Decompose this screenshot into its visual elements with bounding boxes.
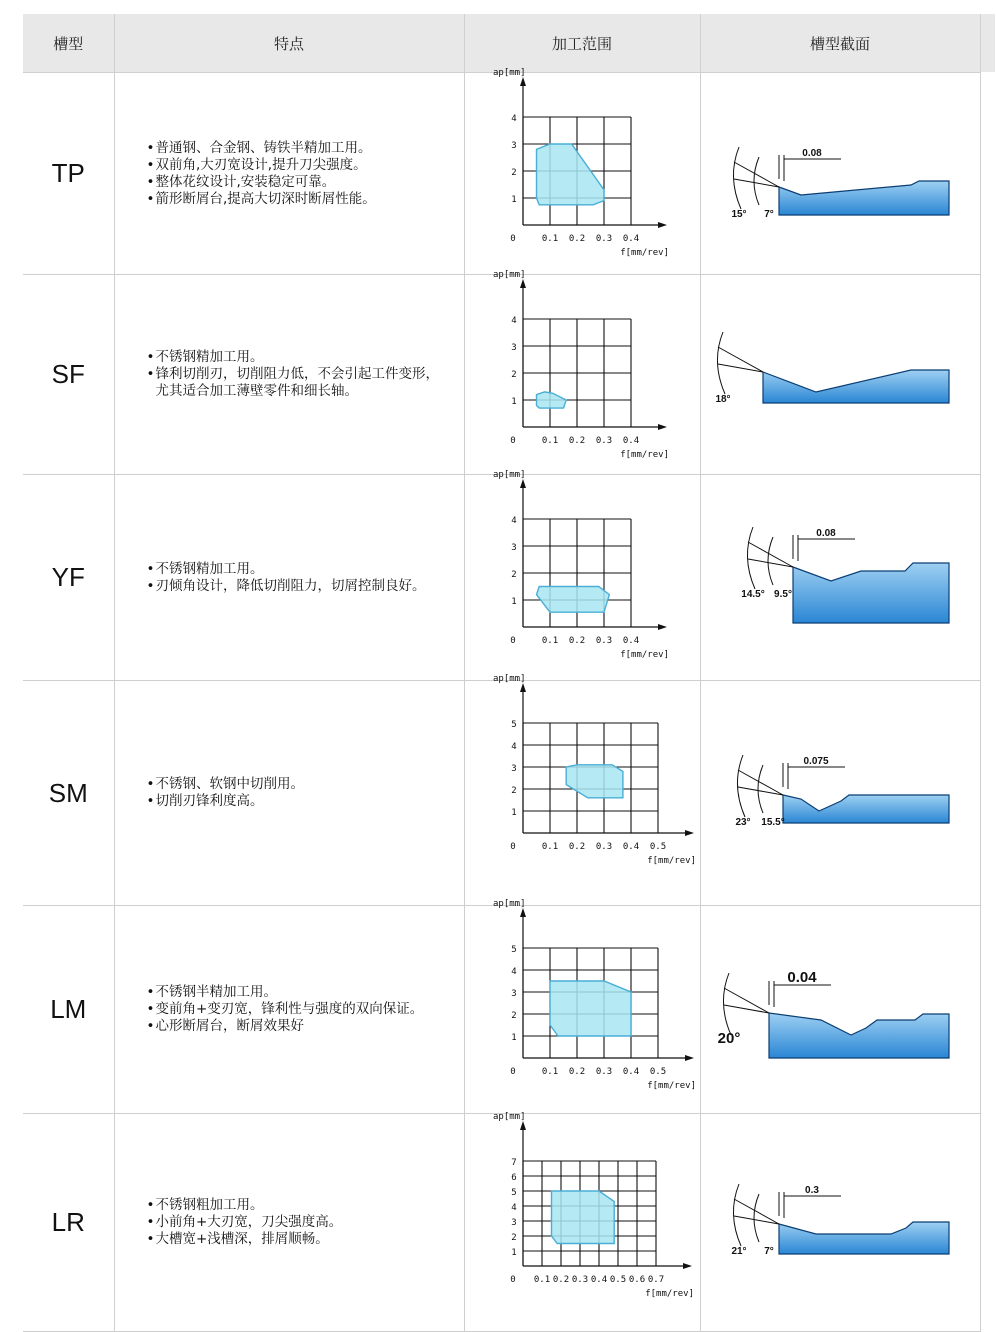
x-tick-label: 0.2	[568, 635, 585, 646]
y-tick-label: 4	[510, 113, 517, 124]
y-tick-label: 3	[510, 1217, 517, 1228]
y-tick-label: 5	[510, 1187, 517, 1198]
y-tick-label: 1	[510, 194, 517, 205]
x-axis-arrow	[685, 1055, 694, 1061]
feature-item: • 不锈钢精加工用。	[147, 349, 452, 366]
x-tick-label: 0.3	[595, 435, 612, 446]
y-axis-title: ap[mm]	[492, 673, 526, 684]
x-tick-label: 0.2	[568, 841, 585, 852]
x-tick-label: 0.3	[595, 635, 612, 646]
x-tick-label: 0.2	[568, 233, 585, 244]
header-section: 槽型截面	[700, 14, 980, 73]
land-width-label: 0.08	[815, 527, 836, 539]
groove-section-drawing	[701, 277, 981, 473]
axis-origin-label: 0	[509, 233, 516, 244]
groove-table	[23, 14, 981, 1332]
angle-label: 7°	[763, 208, 774, 220]
angle-arc	[733, 1184, 741, 1246]
feature-item: • 不锈钢半精加工用。	[147, 984, 452, 1001]
feature-item: • 不锈钢粗加工用。	[147, 1197, 452, 1214]
machining-range-cell	[464, 469, 700, 681]
angle-arc	[747, 527, 755, 589]
machining-range-cell	[464, 67, 700, 275]
machining-range-chart	[465, 269, 701, 473]
groove-section-cell	[700, 906, 980, 1114]
axis-origin-label: 0	[509, 435, 516, 446]
header-row	[23, 14, 980, 73]
feature-item: • 双前角,大刃宽设计,提升刀尖强度。	[147, 157, 452, 174]
groove-row-yf	[23, 475, 980, 681]
machining-range-cell	[464, 269, 700, 475]
machining-range-region	[551, 1191, 614, 1244]
x-tick-label: 0.2	[552, 1274, 569, 1285]
groove-code: TP	[23, 73, 114, 275]
feature-item: • 刃倾角设计，降低切削阻力，切屑控制良好。	[147, 578, 452, 595]
groove-section-profile	[793, 563, 949, 623]
feature-item: • 不锈钢精加工用。	[147, 561, 452, 578]
y-axis-arrow	[520, 479, 526, 488]
feature-item: • 变前角+变刃宽，锋利性与强度的双向保证。	[147, 1001, 452, 1018]
angle-label: 21°	[730, 1245, 747, 1257]
y-axis-title: ap[mm]	[492, 898, 526, 909]
y-tick-label: 4	[510, 315, 517, 326]
machining-range-chart	[465, 673, 701, 904]
axis-origin-label: 0	[509, 635, 516, 646]
x-tick-label: 0.4	[622, 435, 639, 446]
x-tick-label: 0.4	[590, 1274, 607, 1285]
feature-item: • 小前角+大刃宽，刀尖强度高。	[147, 1214, 452, 1231]
axis-origin-label: 0	[509, 1274, 516, 1285]
x-tick-label: 0.7	[647, 1274, 664, 1285]
groove-section-drawing	[701, 75, 981, 273]
groove-section-profile	[769, 1013, 949, 1058]
y-tick-label: 2	[510, 167, 517, 178]
land-width-label: 0.04	[786, 968, 817, 986]
groove-section-profile	[779, 1222, 949, 1254]
groove-row-sm	[23, 681, 980, 906]
feature-item: • 整体花纹设计,安装稳定可靠。	[147, 174, 452, 191]
x-tick-label: 0.1	[541, 435, 558, 446]
angle-arc	[737, 755, 745, 817]
groove-section-drawing	[701, 1116, 981, 1330]
x-axis-arrow	[658, 222, 667, 228]
x-axis-title: f[mm/rev]	[619, 649, 669, 660]
header-features: 特点	[114, 14, 464, 73]
y-axis-arrow	[520, 279, 526, 288]
y-tick-label: 3	[510, 140, 517, 151]
groove-code: SM	[23, 681, 114, 906]
machining-range-region	[536, 586, 609, 612]
angle-label: 15°	[730, 208, 747, 220]
x-tick-label: 0.5	[609, 1274, 626, 1285]
angle-label: 14.5°	[740, 588, 765, 600]
groove-row-lm	[23, 906, 980, 1114]
x-tick-label: 0.3	[571, 1274, 588, 1285]
x-tick-label: 0.1	[541, 635, 558, 646]
features-cell	[114, 1114, 464, 1332]
feature-item: • 不锈钢、软钢中切削用。	[147, 776, 452, 793]
machining-range-cell	[464, 898, 700, 1114]
groove-section-cell	[700, 1114, 980, 1332]
x-tick-label: 0.5	[649, 841, 666, 852]
machining-range-region	[550, 981, 631, 1036]
axis-origin-label: 0	[509, 1066, 516, 1077]
groove-section-cell	[700, 681, 980, 906]
x-axis-title: f[mm/rev]	[644, 1288, 694, 1299]
angle-label: 7°	[763, 1245, 774, 1257]
feature-item: • 普通钢、合金钢、铸铁半精加工用。	[147, 140, 452, 157]
angle-label: 23°	[734, 816, 751, 828]
groove-section-drawing	[701, 908, 981, 1112]
feature-item: • 大槽宽+浅槽深，排屑顺畅。	[147, 1231, 452, 1248]
y-tick-label: 2	[510, 1010, 517, 1021]
machining-range-chart	[465, 469, 701, 679]
y-tick-label: 6	[510, 1172, 517, 1183]
x-tick-label: 0.2	[568, 435, 585, 446]
y-tick-label: 1	[510, 596, 517, 607]
angle-arc	[733, 147, 741, 209]
y-tick-label: 3	[510, 342, 517, 353]
machining-range-cell	[464, 673, 700, 906]
feature-item: • 心形断屑台，断屑效果好	[147, 1018, 452, 1035]
x-tick-label: 0.4	[622, 635, 639, 646]
machining-range-cell	[464, 1111, 700, 1332]
y-tick-label: 1	[510, 807, 517, 818]
y-tick-label: 4	[510, 515, 517, 526]
x-tick-label: 0.1	[533, 1274, 550, 1285]
x-tick-label: 0.4	[622, 1066, 639, 1077]
groove-code: SF	[23, 275, 114, 475]
y-tick-label: 5	[510, 719, 517, 730]
groove-section-cell	[700, 475, 980, 681]
x-axis-arrow	[658, 624, 667, 630]
y-tick-label: 1	[510, 396, 517, 407]
y-axis-title: ap[mm]	[492, 469, 526, 480]
features-cell	[114, 681, 464, 906]
x-tick-label: 0.1	[541, 1066, 558, 1077]
land-width-label: 0.08	[801, 147, 822, 159]
y-tick-label: 2	[510, 569, 517, 580]
angle-label: 20°	[717, 1029, 740, 1047]
machining-range-region	[536, 391, 566, 407]
angle-arc	[754, 1194, 759, 1242]
feature-item: • 箭形断屑台,提高大切深时断屑性能。	[147, 191, 452, 208]
y-axis-arrow	[520, 1121, 526, 1130]
x-axis-title: f[mm/rev]	[646, 855, 696, 866]
angle-arc	[768, 537, 773, 585]
x-tick-label: 0.2	[568, 1066, 585, 1077]
y-tick-label: 3	[510, 763, 517, 774]
groove-section-cell	[700, 73, 980, 275]
groove-row-tp	[23, 73, 980, 275]
header-range: 加工范围	[464, 14, 700, 73]
y-tick-label: 2	[510, 369, 517, 380]
table-edge	[980, 14, 996, 1328]
y-tick-label: 3	[510, 988, 517, 999]
groove-section-profile	[783, 795, 949, 823]
y-tick-label: 4	[510, 1202, 517, 1213]
axis-origin-label: 0	[509, 841, 516, 852]
groove-section-profile	[779, 181, 949, 215]
features-cell	[114, 275, 464, 475]
x-tick-label: 0.3	[595, 233, 612, 244]
feature-item: • 锋利切削刃，切削阻力低，不会引起工件变形，尤其适合加工薄壁零件和细长轴。	[147, 366, 452, 400]
x-tick-label: 0.3	[595, 1066, 612, 1077]
groove-code: YF	[23, 475, 114, 681]
y-tick-label: 7	[510, 1157, 517, 1168]
machining-range-chart	[465, 898, 701, 1112]
features-cell	[114, 73, 464, 275]
groove-row-lr	[23, 1114, 980, 1332]
y-tick-label: 4	[510, 741, 517, 752]
angle-arc	[758, 765, 763, 813]
machining-range-region	[566, 764, 623, 797]
angle-arc	[754, 157, 759, 205]
groove-section-drawing	[701, 683, 981, 904]
groove-section-drawing	[701, 477, 981, 679]
y-axis-arrow	[520, 683, 526, 692]
header-groove: 槽型	[23, 14, 114, 73]
feature-item: • 切削刃锋利度高。	[147, 793, 452, 810]
x-axis-arrow	[683, 1263, 692, 1269]
machining-range-chart	[465, 67, 701, 273]
x-tick-label: 0.4	[622, 233, 639, 244]
angle-arc	[717, 332, 725, 394]
groove-row-sf	[23, 275, 980, 475]
x-tick-label: 0.1	[541, 233, 558, 244]
groove-code: LR	[23, 1114, 114, 1332]
x-tick-label: 0.3	[595, 841, 612, 852]
groove-section-cell	[700, 275, 980, 475]
y-axis-title: ap[mm]	[492, 269, 526, 280]
machining-range-region	[536, 144, 604, 205]
x-axis-arrow	[658, 424, 667, 430]
x-axis-title: f[mm/rev]	[619, 449, 669, 460]
x-axis-title: f[mm/rev]	[646, 1080, 696, 1091]
x-tick-label: 0.5	[649, 1066, 666, 1077]
x-axis-title: f[mm/rev]	[619, 247, 669, 258]
x-tick-label: 0.1	[541, 841, 558, 852]
x-tick-label: 0.6	[628, 1274, 645, 1285]
y-axis-arrow	[520, 908, 526, 917]
angle-label: 9.5°	[773, 588, 792, 600]
angle-label: 18°	[714, 393, 731, 405]
land-width-label: 0.3	[804, 1184, 819, 1196]
y-tick-label: 3	[510, 542, 517, 553]
y-tick-label: 1	[510, 1247, 517, 1258]
angle-label: 15.5°	[760, 816, 785, 828]
y-tick-label: 1	[510, 1032, 517, 1043]
y-axis-arrow	[520, 77, 526, 86]
x-axis-arrow	[685, 830, 694, 836]
y-axis-title: ap[mm]	[492, 67, 526, 78]
angle-arc	[723, 973, 731, 1035]
y-tick-label: 5	[510, 944, 517, 955]
y-tick-label: 4	[510, 966, 517, 977]
features-cell	[114, 475, 464, 681]
groove-code: LM	[23, 906, 114, 1114]
y-tick-label: 2	[510, 785, 517, 796]
groove-section-profile	[763, 370, 949, 403]
features-cell	[114, 906, 464, 1114]
y-tick-label: 2	[510, 1232, 517, 1243]
y-axis-title: ap[mm]	[492, 1111, 526, 1122]
land-width-label: 0.075	[802, 755, 829, 767]
machining-range-chart	[465, 1111, 701, 1330]
x-tick-label: 0.4	[622, 841, 639, 852]
